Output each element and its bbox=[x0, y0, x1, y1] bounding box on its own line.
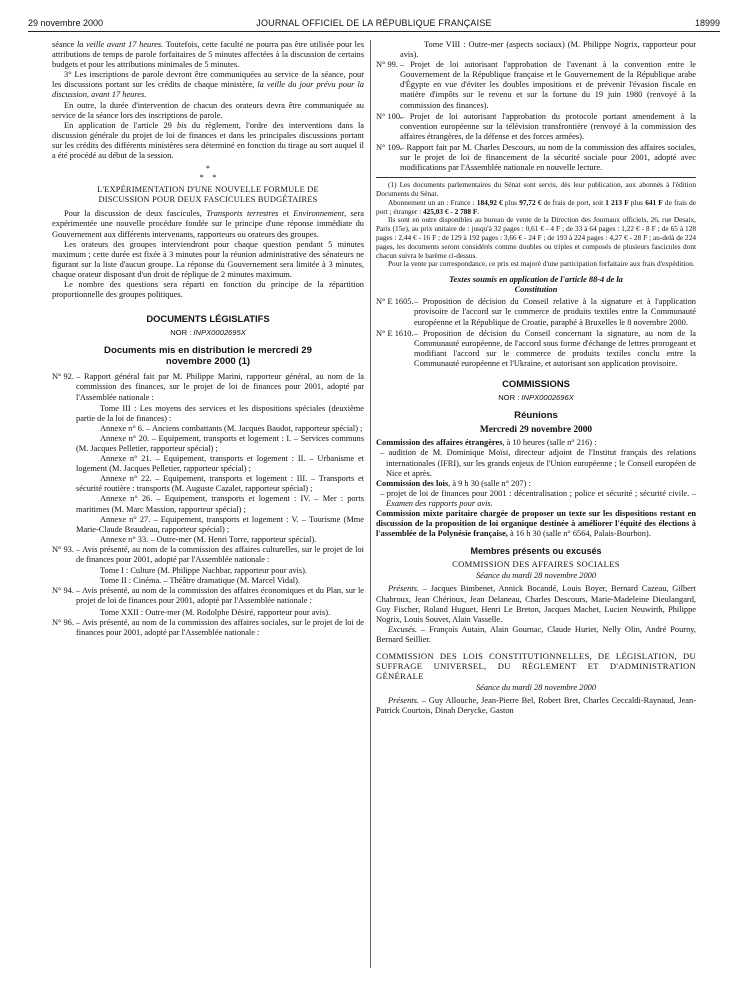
page-header bbox=[28, 18, 720, 30]
attendance-present: Présents. – Jacques Bimbenet, Annick Bocandé, Louis Boyer, Bernard Cazeau, Gilbert Chabroux, Jean Chérioux, Jean Delaneau, Charles Descours, Marie-Madeleine Dieulangard, Guy Fischer, Roland Huguet, Henri Le Breton, Jacques Machet, Lucien Neuwirth, Philippe Nogrix, Louis Souvet, Alain Vasselle. bbox=[376, 584, 696, 624]
left-column bbox=[52, 40, 364, 980]
list-item: N° 92. – Rapport général fait par M. Philippe Marini, rapporteur général, au nom de la commission des finances, sur le projet de loi de finances pour 2001, adopté par l'Assemblée nationale : bbox=[52, 372, 364, 402]
attendance-excused: Excusés. – François Autain, Alain Gournac, Claude Huriet, Nelly Olin, André Pourny, Bernard Seillier. bbox=[376, 624, 696, 644]
paragraph: 3° Les inscriptions de parole devront être communiquées au service de la séance, pour les discussions portant sur les crédits de chaque ministère, la veille du jour prévu pour la discussion, avant 17 heures. bbox=[52, 70, 364, 100]
column-divider bbox=[370, 40, 371, 968]
list-subitem: Tome II : Cinéma. – Théâtre dramatique (M. Marcel Vidal). bbox=[100, 576, 300, 586]
documents-subheading: Documents mis en distribution le mercredi 29 novembre 2000 (1) bbox=[104, 345, 312, 368]
footnote-rule bbox=[376, 177, 696, 178]
list-subitem: Tome I : Culture (M. Philippe Nachbar, rapporteur pour avis). bbox=[100, 566, 308, 576]
list-item: N° 96. – Avis présenté, au nom de la commission des affaires sociales, sur le projet de loi de finances pour 2001, adopté par l'Assemblée nationale : bbox=[52, 617, 364, 637]
commission-entry: Commission des affaires étrangères, à 10 heures (salle n° 216) : bbox=[376, 438, 597, 448]
commission-title: COMMISSION DES AFFAIRES SOCIALES bbox=[452, 559, 620, 570]
paragraph: Les orateurs des groupes interviendront pour chaque question pendant 5 minutes maximum ; cette durée est fixée à 3 minutes pour la réunion administrative des sénateurs ne figurant sur la liste d'aucun groupe. La réponse du Gouvernement sera limitée à 3 minutes, chaque orateur disposant d'un droit de réplique de 2 minutes maximum. bbox=[52, 239, 364, 279]
commissions-heading: COMMISSIONS bbox=[502, 378, 570, 390]
commission-entry: Commission des lois, à 9 h 30 (salle n° 207) : bbox=[376, 478, 531, 488]
list-subitem: Tome III : Les moyens des services et les dispositions spéciales (deuxième partie de la loi de finances) : bbox=[76, 403, 364, 423]
agenda-item: – projet de loi de finances pour 2001 : décentralisation ; police et sécurité ; sécurité civile. – Examen des rapports pour avis. bbox=[380, 488, 696, 508]
agenda-item: – audition de M. Dominique Moïsi, directeur adjoint de l'Institut français des relations internationales (IFRI), sur les grands enjeux de l'Union européenne ; le Conseil européen de Nice et après. bbox=[380, 448, 696, 478]
list-item: N° 100. – Projet de loi autorisant l'approbation du protocole portant amendement à la convention européenne sur la télévision transfrontière (renvoyé à la commission des affaires étrangères, de la défense et des forces armées). bbox=[376, 111, 696, 141]
header-page-number: 18999 bbox=[694, 18, 720, 28]
list-subitem: Annexe n° 27. – Equipement, transports et logement : V. – Tourisme (Mme Marie-Claude Beaudeau, rapporteur spécial) ; bbox=[76, 514, 364, 534]
paragraph: En application de l'article 29 bis du règlement, l'ordre des interventions dans la discussion générale du projet de loi de finances et dans les principales discussions portant sur les crédits des différents ministères sera déterminé en fonction du tirage au sort auquel il a été procédé au début de la session. bbox=[52, 120, 364, 161]
list-item: N° 94. – Avis présenté, au nom de la commission des affaires économiques et du Plan, sur le projet de loi de finances pour 2001, adopté par l'Assemblée nationale : bbox=[52, 586, 364, 606]
article-88-4-heading: Textes soumis en application de l'article 88-4 de la Constitution bbox=[449, 275, 623, 295]
attendance-present: Présents. – Guy Allouche, Jean-Pierre Bel, Robert Bret, Charles Ceccaldi-Raynaud, Jean-Patrick Courtois, Dinah Derycke, Gaston bbox=[376, 696, 696, 716]
list-subitem: Annexe n° 6. – Anciens combattants (M. Jacques Baudot, rapporteur spécial) ; bbox=[100, 423, 363, 433]
list-subitem: Annexe n° 21. – Equipement, transports et logement : II. – Urbanisme et logement (M. Jacques Pelletier, rapporteur spécial) ; bbox=[76, 454, 364, 474]
reunions-heading: Réunions bbox=[514, 410, 558, 422]
commission-title: COMMISSION DES LOIS CONSTITUTIONNELLES, DE LÉGISLATION, DU SUFFRAGE UNIVERSEL, DU RÈGLEMENT ET D'ADMINISTRATION GÉNÉRALE bbox=[376, 651, 696, 682]
header-journal-title: JOURNAL OFFICIEL DE LA RÉPUBLIQUE FRANÇAISE bbox=[256, 18, 492, 28]
right-column bbox=[376, 40, 696, 980]
list-subitem: Annexe n° 33. – Outre-mer (M. Henri Torre, rapporteur spécial). bbox=[100, 534, 317, 544]
meeting-date-heading: Mercredi 29 novembre 2000 bbox=[479, 425, 593, 436]
footnote: (1) Les documents parlementaires du Sénat sont servis, dès leur publication, aux abonnés à l'édition Documents du Sénat. Abonnement un an : France : 184,92 € plus 97,72 € de frais de port, soit 1 213 F plus 641 F de frais de port ; étranger : 425,03 € - 2 788 F. Ils sont en outre disponibles au bureau de vente de la Direction des Journaux officiels, 26, rue Desaix, Paris (15e), au prix unitaire de : jusqu'à 32 pages : 0,61 € - 4 F ; de 33 à 64 pages : 1,22 € - 8 F ; de 65 à 128 pages : 2,44 € - 16 F ; de 129 à 192 pages : 3,66 € - 24 F ; de 193 à 224 pages : 4,27 € - 28 F ; au-delà de 224 pages, les documents seront considérés comme doubles ou triples et composés de plusieurs fascicules dont chacun suivra le barème ci-dessus. Pour la vente par correspondance, ce prix est majoré d'une participation forfaitaire aux frais d'expédition. bbox=[376, 180, 696, 269]
list-subitem: Annexe n° 20. – Equipement, transports et logement : I. – Services communs (M. Jacques Pelletier, rapporteur spécial) ; bbox=[76, 433, 364, 453]
members-heading: Membres présents ou excusés bbox=[470, 546, 602, 557]
list-item: N° 93. – Avis présenté, au nom de la commission des affaires culturelles, sur le projet de loi de finances pour 2001, adopté par l'Assemblée nationale : bbox=[52, 544, 364, 565]
nor-reference: NOR : INPX0002696X bbox=[498, 393, 574, 403]
seance-date: Séance du mardi 28 novembre 2000 bbox=[475, 571, 597, 581]
list-item: N° E 1610. – Proposition de décision du Conseil concernant la signature, au nom de la Communauté européenne, de l'accord sous forme d'échange de lettres prorogeant et modifiant l'accord sur le commerce de produits textiles conclu entre la Communauté européenne et l'Ukraine, et autorisant son application provisoire. bbox=[376, 328, 696, 368]
nor-reference: NOR : INPX0002695X bbox=[170, 328, 246, 338]
commission-entry: Commission mixte paritaire chargée de proposer un texte sur les dispositions restant en discussion de la proposition de loi organique destinée à améliorer l'équité des élections à l'assemblée de la Polynésie française, à 16 h 30 (salle n° 6564, Palais-Bourbon). bbox=[376, 508, 696, 539]
paragraph: Pour la discussion de deux fascicules, Transports terrestres et Environnement, sera expérimentée une nouvelle procédure fondée sur le principe d'une réponse immédiate du Gouvernement aux différents intervenants, rapporteurs ou orateurs des groupes. bbox=[52, 209, 364, 239]
paragraph: séance la veille avant 17 heures. Toutefois, cette faculté ne pourra pas être utilisée pour les attributions de temps de parole forfaitaires de 5 minutes affectées à la discussion de certains budgets et pour les attributions minimales de 5 minutes. bbox=[52, 40, 364, 70]
list-subitem: Tome XXII : Outre-mer (M. Rodolphe Désiré, rapporteur pour avis). bbox=[100, 607, 331, 617]
seance-date: Séance du mardi 28 novembre 2000 bbox=[475, 683, 597, 693]
list-item: N° 99. – Projet de loi autorisant l'approbation de l'avenant à la convention entre le Gouvernement de la République française et le Gouvernement de la République arabe d'Égypte en vue d'éviter les doubles impositions et de prévenir l'évasion fiscale en matière d'impôts sur le revenu et sur la fortune du 19 juin 1980 (renvoyé à la commission des finances). bbox=[376, 60, 696, 110]
paragraph: En outre, la durée d'intervention de chacun des orateurs devra être communiquée au service de la séance lors des inscriptions de parole. bbox=[52, 100, 364, 120]
list-subitem: Tome VIII : Outre-mer (aspects sociaux) (M. Philippe Nogrix, rapporteur pour avis). bbox=[400, 40, 696, 60]
paragraph: Le nombre des questions sera réparti en fonction du principe de la répartition proportionnelle des groupes politiques. bbox=[52, 279, 364, 300]
list-item: N° 109. – Rapport fait par M. Charles Descours, au nom de la commission des affaires sociales, sur le projet de loi de financement de la sécurité sociale pour 2001, adopté avec modifications par l'Assemblée nationale en nouvelle lecture. bbox=[376, 142, 696, 173]
header-rule bbox=[28, 31, 720, 32]
documents-legislatifs-heading: DOCUMENTS LÉGISLATIFS bbox=[146, 313, 270, 325]
list-subitem: Annexe n° 22. – Equipement, transports et logement : III. – Transports et sécurité routière : transports (M. Auguste Cazalet, rapporteur spécial) ; bbox=[76, 474, 364, 494]
section-separator-stars: * * * bbox=[199, 164, 217, 183]
header-date: 29 novembre 2000 bbox=[28, 18, 104, 28]
list-item: N° E 1605. – Proposition de décision du Conseil relative à la signature et à l'application provisoire de l'accord sur le commerce de produits textiles entre la Communauté européenne et la République de Croatie, paraphé à Bruxelles le 8 novembre 2000. bbox=[376, 297, 696, 327]
section-title: L'EXPÉRIMENTATION D'UNE NOUVELLE FORMULE DE DISCUSSION POUR DEUX FASCICULES BUDGÉTAIRES bbox=[97, 185, 319, 205]
list-subitem: Annexe n° 26. – Equipement, transports et logement : IV. – Mer : ports maritimes (M. Marc Massion, rapporteur spécial) ; bbox=[76, 494, 364, 514]
